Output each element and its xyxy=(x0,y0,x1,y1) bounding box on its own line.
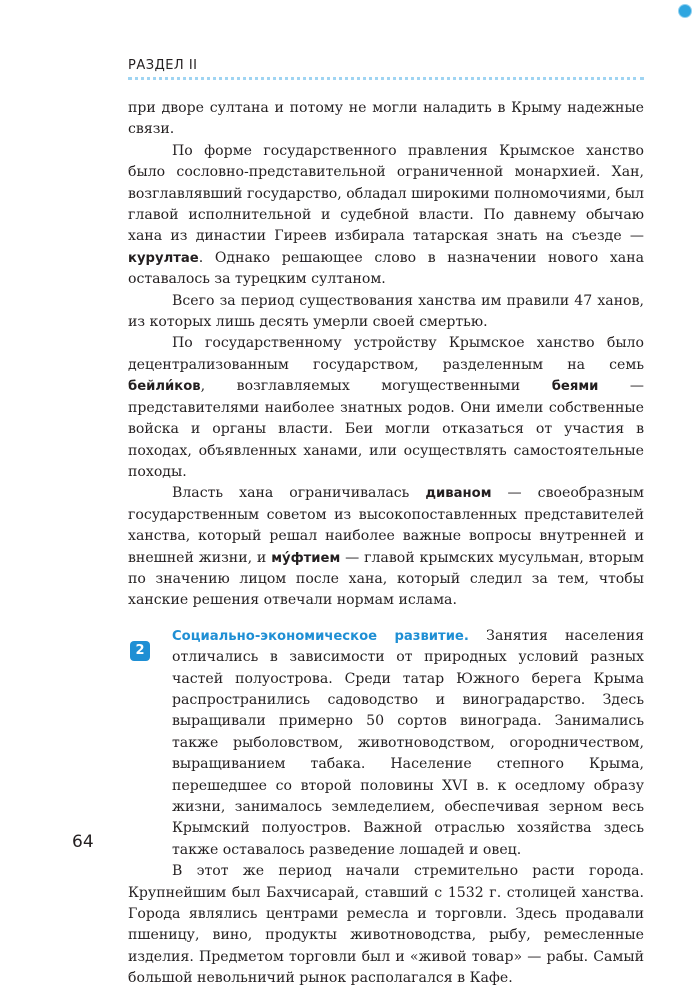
page-number: 64 xyxy=(72,832,94,852)
subsection-2 xyxy=(128,626,644,861)
page-body xyxy=(128,98,644,990)
paragraph-5: Власть хана ограничивалась диваном — своеобразным государственным советом из высокопоставленных представителей ханства, который решал наиболее важные вопросы внутренней и внешней жизни, и му́фтием — главой крымских мусульман, вторым по значению лицом после хана, который следил за тем, чтобы ханские решения отвечали нормам ислама. xyxy=(128,485,645,609)
subsection-number-badge: 2 xyxy=(130,641,150,661)
paragraph-3: Всего за период существования ханства им правили 47 ханов, из которых лишь десять умерли своей смертью. xyxy=(128,292,644,331)
publisher-logo-icon xyxy=(678,4,692,18)
term-beyliks: бейли́ков xyxy=(128,379,201,395)
section-header: РАЗДЕЛ II xyxy=(128,58,198,73)
paragraph-1: при дворе султана и потому не могли наладить в Крыму надежные связи. xyxy=(128,100,644,138)
term-mufti: му́фтием xyxy=(271,550,341,566)
subsection-title: Социально-экономическое развитие. xyxy=(172,628,469,644)
paragraph-last: В этот же период начали стремительно расти города. Крупнейшим был Бахчисарай, ставший с 1532 г. столицей ханства. Города являлись центрами ремесла и торговли. Здесь продавали пшеницу, вино, продукты животноводства, рыбу, ремесленные изделия. Предметом торговли был и «живой товар» — рабы. Самый большой невольничий рынок располагался в Кафе. xyxy=(128,863,644,987)
paragraph-2: По форме государственного правления Крымское ханство было сословно-представительной ограниченной монархией. Хан, возглавлявший государство, обладал широкими полномочиями, был главой исполнительной и судебной власти. По давнему обычаю хана из династии Гиреев избирала татарская знать на съезде — курултае. Однако решающее слово в назначении нового хана оставалось за турецким султаном. xyxy=(128,142,644,288)
term-kurultai: курултае xyxy=(128,250,199,266)
term-beys: беями xyxy=(551,379,599,395)
paragraph-4: По государственному устройству Крымское ханство было децентрализованным государством, разделенным на семь бейли́ков, возглавляемых могущественными беями — представителями наиболее знатных родов. Они имели собственные войска и органы власти. Беи могли отказаться от участия в походах, объявленных ханами, или осуществлять самостоятельные походы. xyxy=(128,335,644,480)
term-divan: диваном xyxy=(425,486,492,502)
subsection-text: Занятия населения отличались в зависимости от природных условий разных частей полуострова. Среди татар Южного берега Крыма распространились садоводство и виноградарство. Здесь выращивали примерно 50 сортов винограда. Занимались также рыболовством, животноводством, огородничеством, выращиванием табака. Население степного Крыма, перешедшее со второй половины XVI в. к оседлому образу жизни, занималось земледелием, обеспечивая зерном весь Крымский полуостров. Важной отраслью хозяйства здесь также оставалось разведение лошадей и овец. xyxy=(172,627,644,858)
header-divider xyxy=(128,77,644,80)
